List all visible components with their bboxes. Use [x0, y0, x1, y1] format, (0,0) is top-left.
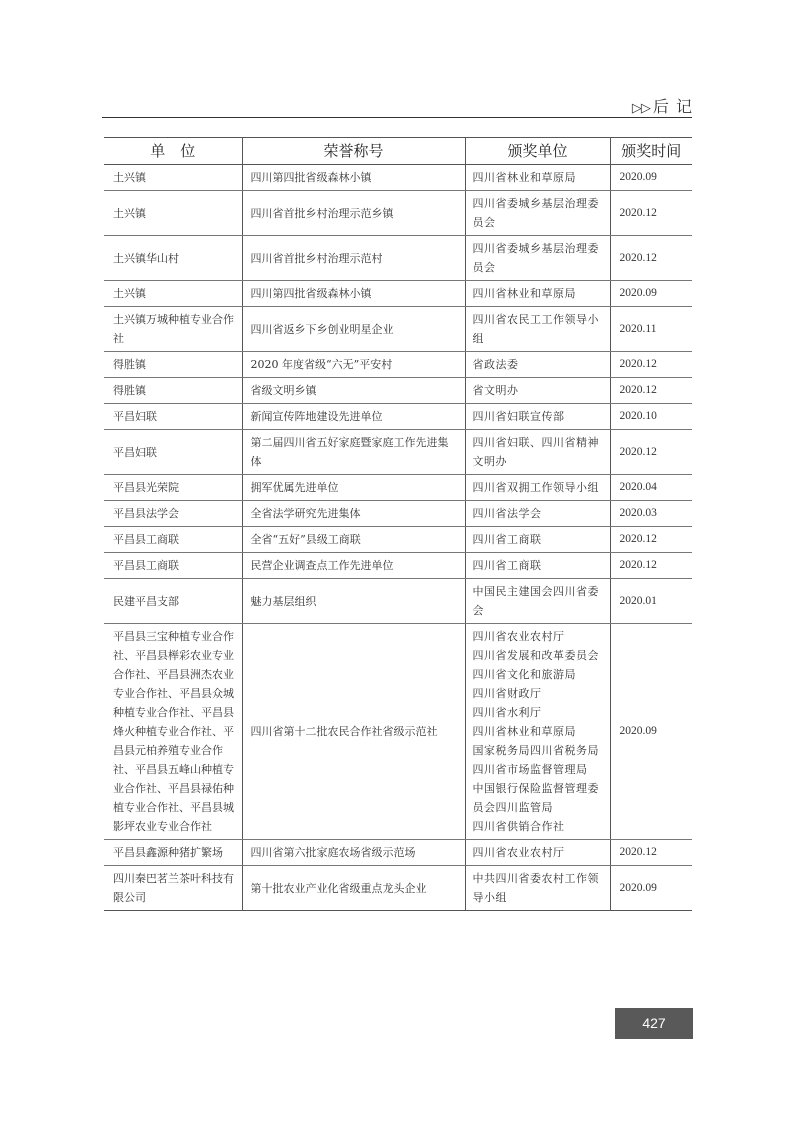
cell-issuer	[465, 840, 610, 866]
cell-date: 2020.01	[610, 579, 692, 624]
cell-date: 2020.12	[610, 352, 692, 378]
cell-award: 省级文明乡镇	[242, 378, 465, 404]
cell-award: 四川第四批省级森林小镇	[242, 165, 465, 191]
cell-unit: 平昌妇联	[104, 404, 242, 430]
table-row	[104, 307, 692, 352]
cell-unit: 平昌县法学会	[104, 501, 242, 527]
cell-unit: 土兴镇华山村	[104, 236, 242, 281]
table-row	[104, 236, 692, 281]
issuer-line: 四川省委城乡基层治理委员会	[472, 242, 599, 274]
table-row	[104, 840, 692, 866]
cell-date: 2020.12	[610, 840, 692, 866]
issuer-line: 四川省发展和改革委员会	[472, 649, 599, 662]
issuer-line: 四川省林业和草原局	[472, 171, 576, 184]
cell-issuer	[465, 191, 610, 236]
cell-date: 2020.09	[610, 281, 692, 307]
table-row	[104, 378, 692, 404]
cell-issuer	[465, 404, 610, 430]
cell-unit: 四川秦巴茗兰茶叶科技有限公司	[104, 866, 242, 911]
issuer-line: 国家税务局四川省税务局	[472, 744, 599, 757]
cell-date: 2020.12	[610, 527, 692, 553]
table-row	[104, 527, 692, 553]
issuer-line: 四川省林业和草原局	[472, 725, 576, 738]
table-row	[104, 475, 692, 501]
cell-date: 2020.11	[610, 307, 692, 352]
double-triangle-marker-icon: ▷▷	[631, 101, 650, 116]
cell-issuer	[465, 553, 610, 579]
header-unit: 单 位	[104, 138, 242, 165]
cell-date: 2020.12	[610, 191, 692, 236]
cell-date: 2020.12	[610, 430, 692, 475]
cell-issuer	[465, 579, 610, 624]
cell-unit: 土兴镇	[104, 165, 242, 191]
cell-award: 四川第四批省级森林小镇	[242, 281, 465, 307]
cell-award: 民营企业调查点工作先进单位	[242, 553, 465, 579]
issuer-line: 中国银行保险监督管理委员会四川监管局	[472, 782, 599, 814]
issuer-line: 四川省林业和草原局	[472, 287, 576, 300]
issuer-line: 四川省水利厅	[472, 706, 542, 719]
cell-unit: 平昌县工商联	[104, 527, 242, 553]
header-issuer: 颁奖单位	[465, 138, 610, 165]
issuer-line: 省文明办	[472, 384, 519, 397]
cell-award: 四川省返乡下乡创业明星企业	[242, 307, 465, 352]
cell-issuer	[465, 281, 610, 307]
header-date: 颁奖时间	[610, 138, 692, 165]
issuer-line: 四川省农民工工作领导小组	[472, 313, 599, 345]
cell-date: 2020.12	[610, 236, 692, 281]
cell-issuer	[465, 307, 610, 352]
issuer-line: 四川省法学会	[472, 507, 542, 520]
table-row	[104, 281, 692, 307]
table-row	[104, 579, 692, 624]
cell-award: 第二届四川省五好家庭暨家庭工作先进集体	[242, 430, 465, 475]
cell-unit: 得胜镇	[104, 378, 242, 404]
issuer-line: 四川省双拥工作领导小组	[472, 481, 599, 494]
cell-award: 四川省首批乡村治理示范乡镇	[242, 191, 465, 236]
issuer-line: 四川省妇联宣传部	[472, 410, 565, 423]
issuer-line: 中共四川省委农村工作领导小组	[472, 872, 599, 904]
issuer-line: 四川省财政厅	[472, 687, 542, 700]
issuer-line: 四川省农业农村厅	[472, 846, 565, 859]
cell-award: 拥军优属先进单位	[242, 475, 465, 501]
table-header-row	[104, 138, 692, 165]
cell-date: 2020.04	[610, 475, 692, 501]
cell-issuer	[465, 866, 610, 911]
running-head	[632, 94, 693, 117]
cell-award: 第十批农业产业化省级重点龙头企业	[242, 866, 465, 911]
cell-award: 全省法学研究先进集体	[242, 501, 465, 527]
cell-date: 2020.09	[610, 866, 692, 911]
cell-date: 2020.09	[610, 624, 692, 840]
cell-award: 全省“五好”县级工商联	[242, 527, 465, 553]
table-row	[104, 501, 692, 527]
cell-date: 2020.03	[610, 501, 692, 527]
issuer-line: 四川省文化和旅游局	[472, 668, 576, 681]
table-row	[104, 352, 692, 378]
cell-award: 魅力基层组织	[242, 579, 465, 624]
issuer-line: 四川省妇联、四川省精神文明办	[472, 436, 599, 468]
cell-unit: 平昌妇联	[104, 430, 242, 475]
cell-unit: 平昌县鑫源种猪扩繁场	[104, 840, 242, 866]
honors-table	[104, 137, 692, 911]
issuer-line: 省政法委	[472, 358, 519, 371]
cell-date: 2020.10	[610, 404, 692, 430]
table-row	[104, 624, 692, 840]
issuer-line: 四川省供销合作社	[472, 820, 565, 833]
cell-unit: 土兴镇	[104, 281, 242, 307]
cell-award: 四川省首批乡村治理示范村	[242, 236, 465, 281]
issuer-line: 四川省工商联	[472, 559, 542, 572]
table-row	[104, 430, 692, 475]
issuer-line: 四川省工商联	[472, 533, 542, 546]
cell-unit: 土兴镇万城种植专业合作社	[104, 307, 242, 352]
section-title: 后 记	[652, 97, 693, 116]
cell-issuer	[465, 501, 610, 527]
page-number: 427	[615, 1008, 693, 1039]
cell-issuer	[465, 378, 610, 404]
cell-issuer	[465, 165, 610, 191]
cell-unit: 得胜镇	[104, 352, 242, 378]
cell-issuer	[465, 475, 610, 501]
cell-award: 新闻宣传阵地建设先进单位	[242, 404, 465, 430]
header-award: 荣誉称号	[242, 138, 465, 165]
issuer-line: 四川省委城乡基层治理委员会	[472, 197, 599, 229]
cell-issuer	[465, 430, 610, 475]
cell-unit: 平昌县光荣院	[104, 475, 242, 501]
issuer-line: 中国民主建国会四川省委会	[472, 585, 599, 617]
table-row	[104, 866, 692, 911]
table-row	[104, 165, 692, 191]
cell-issuer	[465, 527, 610, 553]
cell-award: 2020 年度省级“六无”平安村	[242, 352, 465, 378]
cell-unit: 平昌县工商联	[104, 553, 242, 579]
table-row	[104, 404, 692, 430]
cell-award: 四川省第十二批农民合作社省级示范社	[242, 624, 465, 840]
cell-date: 2020.09	[610, 165, 692, 191]
issuer-line: 四川省农业农村厅	[472, 630, 565, 643]
cell-unit: 土兴镇	[104, 191, 242, 236]
cell-issuer	[465, 624, 610, 840]
cell-unit: 平昌县三宝种植专业合作社、平昌县榉彩农业专业合作社、平昌县洲杰农业专业合作社、平昌县众城种植专业合作社、平昌县烽火种植专业合作社、平昌县元柏养殖专业合作社、平昌县五峰山种植专业合作社、平昌县禄佑种植专业合作社、平昌县城影坪农业专业合作社	[104, 624, 242, 840]
cell-award: 四川省第六批家庭农场省级示范场	[242, 840, 465, 866]
header-rule	[102, 117, 692, 118]
cell-date: 2020.12	[610, 553, 692, 579]
cell-date: 2020.12	[610, 378, 692, 404]
cell-issuer	[465, 236, 610, 281]
cell-unit: 民建平昌支部	[104, 579, 242, 624]
table-row	[104, 191, 692, 236]
issuer-line: 四川省市场监督管理局	[472, 763, 588, 776]
cell-issuer	[465, 352, 610, 378]
table-row	[104, 553, 692, 579]
